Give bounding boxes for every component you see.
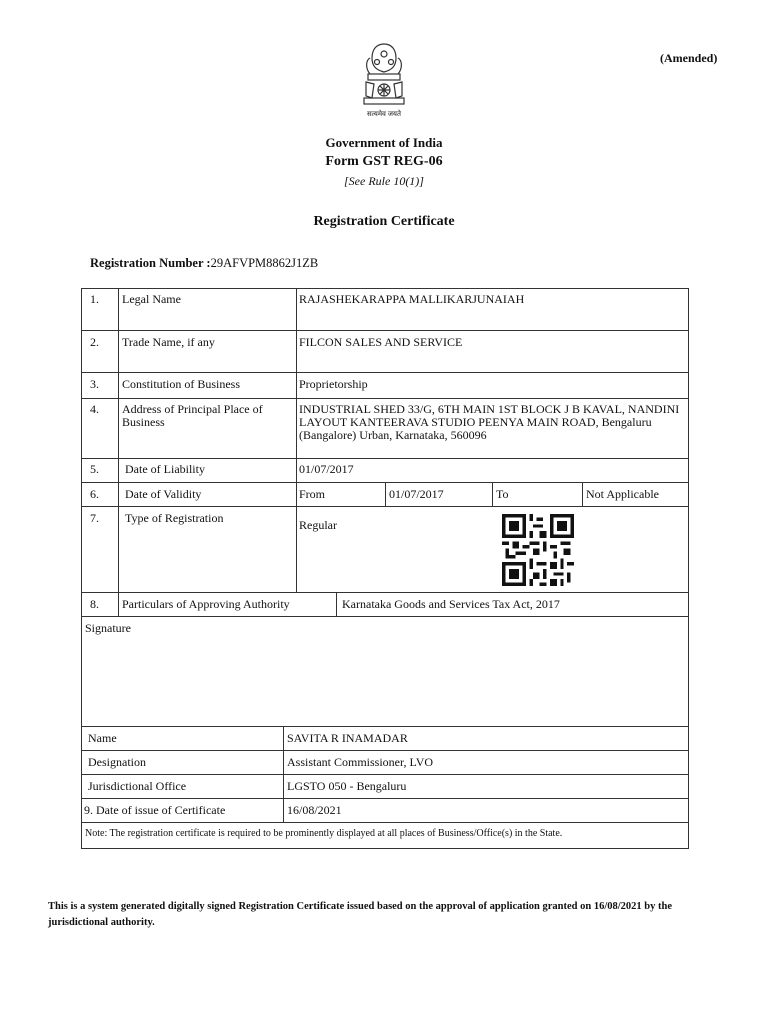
- row-2-number: 2.: [90, 335, 99, 349]
- form-heading: Form GST REG-06: [325, 154, 443, 169]
- row-8-number: 8.: [90, 597, 99, 611]
- row-6-number: 6.: [90, 487, 99, 501]
- designation-value: Assistant Commissioner, LVO: [287, 755, 434, 769]
- date-of-liability-label: Date of Liability: [125, 462, 205, 476]
- system-generated-statement: This is a system generated digitally signed Registration Certificate issued based on the approval of application granted on 16/08/2021 by the jurisdictional authority.: [48, 901, 672, 928]
- issue-date-value: 16/08/2021: [287, 803, 342, 817]
- rule-reference: [See Rule 10(1)]: [344, 174, 424, 188]
- validity-from-value: 01/07/2017: [389, 487, 444, 501]
- row-7-number: 7.: [90, 511, 99, 525]
- row-4-number: 4.: [90, 402, 99, 416]
- legal-name-label: Legal Name: [122, 292, 181, 306]
- qr-code-icon: [500, 514, 576, 586]
- national-emblem-icon: [356, 38, 412, 118]
- constitution-value: Proprietorship: [299, 377, 368, 391]
- registration-type-label: Type of Registration: [125, 511, 224, 525]
- address-value: INDUSTRIAL SHED 33/G, 6TH MAIN 1ST BLOCK J B KAVAL, NANDINI LAYOUT KANTEERAVA STUDIO PEENYA MAIN ROAD, Bengaluru (Bangalore) Urban, Karnataka, 560096: [299, 402, 680, 442]
- registration-number-label: Registration Number :: [90, 256, 211, 270]
- row-3-number: 3.: [90, 377, 99, 391]
- trade-name-label: Trade Name, if any: [122, 335, 215, 349]
- signatory-name-label: Name: [88, 731, 117, 745]
- row-5-number: 5.: [90, 462, 99, 476]
- registration-number: [90, 256, 318, 271]
- signatory-name-value: SAVITA R INAMADAR: [287, 731, 408, 745]
- designation-label: Designation: [88, 755, 146, 769]
- jurisdictional-office-label: Jurisdictional Office: [88, 779, 187, 793]
- date-of-validity-label: Date of Validity: [125, 487, 202, 501]
- display-note: Note: The registration certificate is required to be prominently displayed at all places of Business/Office(s) in the State.: [85, 828, 563, 839]
- row-1-number: 1.: [90, 292, 99, 306]
- validity-from-label: From: [299, 487, 326, 501]
- jurisdictional-office-value: LGSTO 050 - Bengaluru: [287, 779, 407, 793]
- signature-label: Signature: [85, 621, 131, 635]
- emblem-motto: सत्यमेव जयते: [367, 110, 401, 118]
- trade-name-value: FILCON SALES AND SERVICE: [299, 335, 463, 349]
- constitution-label: Constitution of Business: [122, 377, 241, 391]
- approving-authority-value: Karnataka Goods and Services Tax Act, 2017: [342, 597, 560, 611]
- validity-to-label: To: [496, 487, 509, 501]
- amended-label: (Amended): [660, 51, 718, 65]
- address-label: Address of Principal Place of Business: [122, 402, 263, 429]
- issue-date-label: 9. Date of issue of Certificate: [84, 803, 226, 817]
- date-of-liability-value: 01/07/2017: [299, 462, 354, 476]
- validity-to-value: Not Applicable: [586, 487, 659, 501]
- legal-name-value: RAJASHEKARAPPA MALLIKARJUNAIAH: [299, 292, 525, 306]
- registration-number-value: 29AFVPM8862J1ZB: [210, 256, 319, 270]
- government-heading: Government of India: [325, 135, 443, 150]
- registration-type-value: Regular: [299, 518, 337, 532]
- approving-authority-label: Particulars of Approving Authority: [122, 597, 290, 611]
- certificate-title: Registration Certificate: [313, 214, 455, 229]
